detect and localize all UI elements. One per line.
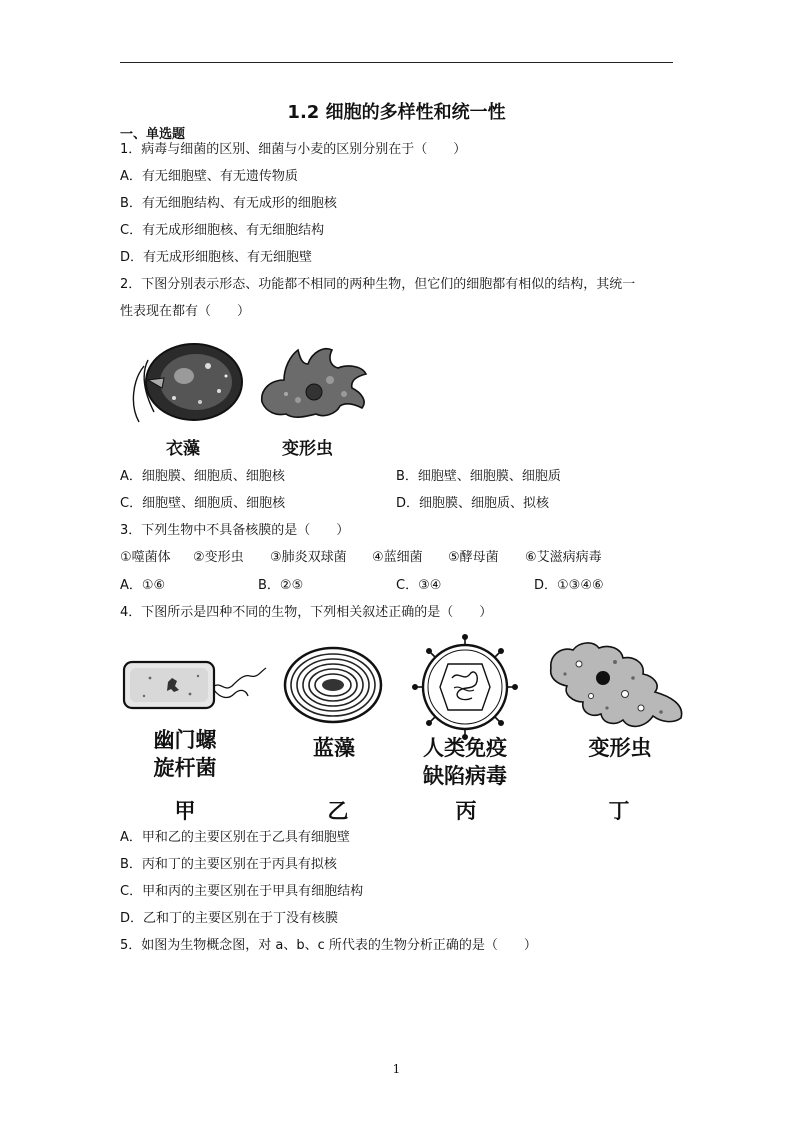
q2-stem-line1: 2．下图分别表示形态、功能都不相同的两种生物，但它们的细胞都有相似的结构，其统一 [120, 277, 636, 292]
q3-option-b: B．②⑤ [258, 578, 304, 593]
q4-name-jia-line1: 幽门螺 [153, 728, 217, 752]
q5-stem: 5．如图为生物概念图，对 a、b、c 所代表的生物分析正确的是（ ） [120, 938, 537, 953]
q1-option-d: D．有无成形细胞核、有无细胞壁 [120, 250, 313, 265]
q2-option-c: C．细胞壁、细胞质、细胞核 [120, 496, 286, 511]
q4-letter-jia: 甲 [174, 799, 196, 823]
q1-option-a: A．有无细胞壁、有无遗传物质 [120, 169, 298, 184]
q4-option-c: C．甲和丙的主要区别在于甲具有细胞结构 [120, 884, 364, 899]
header-rule [120, 62, 673, 63]
q3-item-4: ④蓝细菌 [372, 550, 423, 565]
q1-stem: 1．病毒与细菌的区别、细菌与小麦的区别分别在于（ ） [120, 142, 467, 157]
q3-option-c: C．③④ [396, 578, 442, 593]
q2-label-chlamydomonas: 衣藻 [166, 439, 200, 459]
q4-letter-yi: 乙 [327, 799, 349, 823]
q4-name-bing-line2: 缺陷病毒 [423, 764, 507, 788]
amoeba-figure-2 [545, 638, 687, 734]
q3-item-5: ⑤酵母菌 [448, 550, 499, 565]
q2-option-a: A．细胞膜、细胞质、细胞核 [120, 469, 285, 484]
page-title: 1.2 细胞的多样性和统一性 [287, 102, 506, 123]
q3-item-2: ②变形虫 [193, 550, 244, 565]
section-heading: 一、单选题 [120, 127, 186, 142]
q4-name-jia-line2: 旋杆菌 [153, 756, 217, 780]
q3-item-1: ①噬菌体 [120, 550, 171, 565]
q4-name-yi [289, 734, 379, 762]
q4-name-jia [140, 726, 230, 782]
q1-option-b: B．有无细胞结构、有无成形的细胞核 [120, 196, 337, 211]
cyanobacteria-figure [283, 646, 383, 724]
q4-letter-bing: 丙 [455, 799, 477, 823]
chlamydomonas-figure [124, 336, 248, 428]
q2-option-b: B．细胞壁、细胞膜、细胞质 [396, 469, 561, 484]
q3-item-3: ③肺炎双球菌 [270, 550, 347, 565]
page-number: 1 [392, 1062, 401, 1076]
amoeba-figure [258, 342, 376, 422]
q4-name-bing [405, 734, 525, 790]
q4-name-ding [570, 734, 670, 762]
q4-stem: 4．下图所示是四种不同的生物，下列相关叙述正确的是（ ） [120, 605, 493, 620]
q4-option-d: D．乙和丁的主要区别在于丁没有核膜 [120, 911, 339, 926]
q3-item-6: ⑥艾滋病病毒 [525, 550, 602, 565]
helicobacter-figure [120, 656, 270, 714]
q1-option-c: C．有无成形细胞核、有无细胞结构 [120, 223, 325, 238]
q3-option-a: A．①⑥ [120, 578, 166, 593]
q2-option-d: D．细胞膜、细胞质、拟核 [396, 496, 550, 511]
q4-option-b: B．丙和丁的主要区别在于丙具有拟核 [120, 857, 337, 872]
q2-stem-line2: 性表现在都有（ ） [120, 304, 251, 319]
q4-name-bing-line1: 人类免疫 [423, 736, 507, 760]
q3-option-d: D．①③④⑥ [534, 578, 604, 593]
hiv-figure [412, 634, 518, 740]
q4-option-a: A．甲和乙的主要区别在于乙具有细胞壁 [120, 830, 350, 845]
q2-label-amoeba: 变形虫 [282, 439, 333, 459]
q3-stem: 3．下列生物中不具备核膜的是（ ） [120, 523, 350, 538]
q4-name-yi-line1: 蓝藻 [313, 736, 355, 760]
q4-letter-ding: 丁 [608, 799, 630, 823]
q4-name-ding-line1: 变形虫 [588, 736, 652, 760]
